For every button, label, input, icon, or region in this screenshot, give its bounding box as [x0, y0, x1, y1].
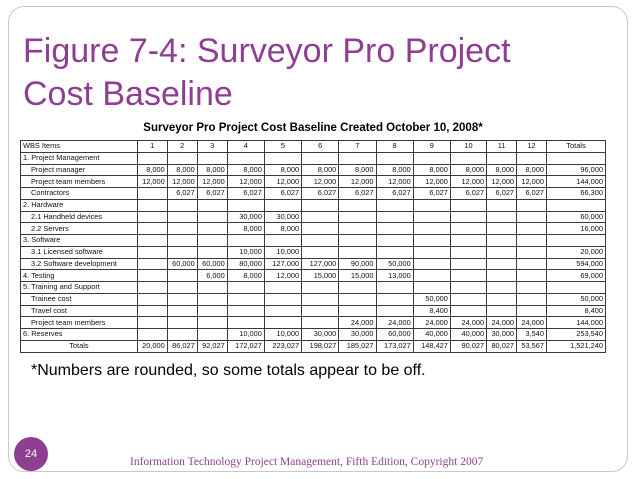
row-label: Contractors — [21, 188, 138, 200]
header-month-4: 4 — [227, 141, 264, 153]
row-label: 2. Hardware — [21, 199, 138, 211]
row-total-cell: 144,000 — [547, 317, 606, 329]
cost-cell — [487, 270, 517, 282]
cost-cell — [339, 282, 376, 294]
cost-cell — [487, 223, 517, 235]
cost-cell — [376, 293, 413, 305]
cost-cell — [413, 199, 450, 211]
cost-cell — [517, 199, 547, 211]
cost-cell — [413, 282, 450, 294]
cost-cell: 12,000 — [376, 176, 413, 188]
cost-cell: 6,000 — [197, 270, 227, 282]
cost-cell: 12,000 — [339, 176, 376, 188]
cost-cell: 30,000 — [264, 211, 301, 223]
cost-cell — [197, 317, 227, 329]
cost-cell — [302, 293, 339, 305]
cost-cell: 24,000 — [339, 317, 376, 329]
cost-cell: 6,027 — [227, 188, 264, 200]
row-total-cell: 60,000 — [547, 211, 606, 223]
cost-cell: 60,000 — [197, 258, 227, 270]
header-month-8: 8 — [376, 141, 413, 153]
table-body — [21, 152, 606, 352]
cost-cell — [137, 317, 167, 329]
header-wbs-items: WBS Items — [21, 141, 138, 153]
cost-cell — [137, 270, 167, 282]
cost-cell — [376, 152, 413, 164]
header-month-10: 10 — [450, 141, 486, 153]
cost-cell: 12,000 — [450, 176, 486, 188]
cost-cell: 15,000 — [339, 270, 376, 282]
cost-cell: 30,000 — [339, 329, 376, 341]
cost-cell: 12,000 — [197, 176, 227, 188]
cost-cell: 198,027 — [302, 340, 339, 352]
table-title: Surveyor Pro Project Cost Baseline Created October 10, 2008* — [143, 122, 483, 134]
row-total-cell: 8,400 — [547, 305, 606, 317]
cost-cell — [167, 223, 197, 235]
cost-cell — [487, 305, 517, 317]
cost-cell: 60,000 — [167, 258, 197, 270]
cost-cell — [264, 293, 301, 305]
cost-cell — [413, 258, 450, 270]
cost-cell — [487, 246, 517, 258]
cost-cell — [167, 152, 197, 164]
cost-cell — [197, 329, 227, 341]
cost-cell: 80,000 — [227, 258, 264, 270]
cost-cell — [487, 258, 517, 270]
table-row — [21, 164, 606, 176]
row-total-cell — [547, 235, 606, 247]
table-row — [21, 317, 606, 329]
row-label: 2.2 Servers — [21, 223, 138, 235]
cost-cell — [339, 223, 376, 235]
row-total-cell — [547, 199, 606, 211]
cost-cell — [197, 152, 227, 164]
row-label: 4. Testing — [21, 270, 138, 282]
cost-cell — [302, 223, 339, 235]
cost-cell — [137, 329, 167, 341]
footer-citation: Information Technology Project Management, Fifth Edition, Copyright 2007 — [130, 456, 484, 468]
cost-cell — [450, 235, 486, 247]
cost-cell: 24,000 — [413, 317, 450, 329]
cost-cell — [517, 293, 547, 305]
row-label: 6. Reserves — [21, 329, 138, 341]
cost-cell — [376, 211, 413, 223]
cost-cell — [376, 199, 413, 211]
cost-cell — [227, 293, 264, 305]
cost-cell — [137, 282, 167, 294]
cost-cell — [376, 282, 413, 294]
cost-cell: 8,000 — [413, 164, 450, 176]
row-label: 3.2 Software development — [21, 258, 138, 270]
header-month-11: 11 — [487, 141, 517, 153]
cost-cell: 6,027 — [487, 188, 517, 200]
table-row — [21, 176, 606, 188]
cost-cell — [197, 223, 227, 235]
cost-cell — [302, 246, 339, 258]
header-month-5: 5 — [264, 141, 301, 153]
slide-title — [23, 30, 583, 116]
cost-cell: 40,000 — [450, 329, 486, 341]
header-month-2: 2 — [167, 141, 197, 153]
cost-cell — [197, 211, 227, 223]
cost-cell — [167, 199, 197, 211]
table-row — [21, 270, 606, 282]
cost-cell — [302, 282, 339, 294]
cost-cell — [137, 211, 167, 223]
row-total-cell: 144,000 — [547, 176, 606, 188]
cost-cell — [450, 223, 486, 235]
cost-cell: 8,000 — [167, 164, 197, 176]
cost-cell — [487, 293, 517, 305]
cost-cell — [167, 246, 197, 258]
cost-cell: 24,000 — [450, 317, 486, 329]
cost-cell: 90,027 — [450, 340, 486, 352]
cost-cell — [487, 282, 517, 294]
cost-cell — [517, 258, 547, 270]
cost-cell: 223,027 — [264, 340, 301, 352]
header-totals: Totals — [547, 141, 606, 153]
cost-cell: 10,000 — [264, 246, 301, 258]
cost-cell — [137, 305, 167, 317]
cost-cell — [137, 152, 167, 164]
cost-cell — [487, 211, 517, 223]
cost-cell — [302, 211, 339, 223]
cost-cell — [302, 317, 339, 329]
cost-cell — [167, 329, 197, 341]
cost-cell — [339, 246, 376, 258]
table-row — [21, 235, 606, 247]
cost-cell — [517, 270, 547, 282]
cost-cell: 6,027 — [302, 188, 339, 200]
cost-cell: 8,000 — [302, 164, 339, 176]
row-label: 2.1 Handheld devices — [21, 211, 138, 223]
cost-cell — [197, 282, 227, 294]
cost-cell — [137, 293, 167, 305]
row-total-cell: 69,000 — [547, 270, 606, 282]
cost-cell — [302, 199, 339, 211]
cost-cell — [339, 211, 376, 223]
cost-cell — [487, 152, 517, 164]
row-label: 1. Project Management — [21, 152, 138, 164]
rounding-note: *Numbers are rounded, so some totals appear to be off. — [31, 362, 426, 379]
cost-cell — [339, 293, 376, 305]
cost-cell — [517, 305, 547, 317]
cost-cell: 8,000 — [487, 164, 517, 176]
cost-cell: 20,000 — [137, 340, 167, 352]
cost-cell: 8,000 — [197, 164, 227, 176]
cost-cell — [167, 305, 197, 317]
cost-cell — [227, 317, 264, 329]
cost-cell: 8,400 — [413, 305, 450, 317]
cost-cell — [487, 199, 517, 211]
table-row — [21, 246, 606, 258]
header-month-3: 3 — [197, 141, 227, 153]
cost-cell: 127,000 — [264, 258, 301, 270]
cost-cell — [376, 246, 413, 258]
cost-cell — [413, 223, 450, 235]
cost-cell: 80,027 — [487, 340, 517, 352]
cost-cell: 3,540 — [517, 329, 547, 341]
cost-cell — [413, 235, 450, 247]
table-row — [21, 305, 606, 317]
row-total-cell: 594,000 — [547, 258, 606, 270]
cost-cell — [264, 199, 301, 211]
cost-cell: 6,027 — [167, 188, 197, 200]
cost-cell: 10,000 — [227, 246, 264, 258]
cost-cell: 15,000 — [302, 270, 339, 282]
row-total-cell: 96,000 — [547, 164, 606, 176]
cost-cell — [167, 293, 197, 305]
cost-cell — [450, 305, 486, 317]
row-label: Project manager — [21, 164, 138, 176]
table-row — [21, 152, 606, 164]
table-row — [21, 329, 606, 341]
cost-cell: 8,000 — [264, 164, 301, 176]
cost-cell: 12,000 — [137, 176, 167, 188]
page-number-badge: 24 — [14, 437, 48, 471]
cost-cell — [137, 258, 167, 270]
cost-cell: 173,027 — [376, 340, 413, 352]
cost-cell — [137, 223, 167, 235]
cost-cell — [167, 317, 197, 329]
row-label: 3.1 Licensed software — [21, 246, 138, 258]
cost-cell — [197, 199, 227, 211]
cost-cell: 90,000 — [339, 258, 376, 270]
cost-cell — [413, 246, 450, 258]
cost-cell: 172,027 — [227, 340, 264, 352]
cost-cell — [450, 152, 486, 164]
cost-cell — [137, 246, 167, 258]
cost-cell: 12,000 — [227, 176, 264, 188]
cost-cell: 12,000 — [487, 176, 517, 188]
cost-cell — [517, 152, 547, 164]
cost-cell — [339, 235, 376, 247]
cost-cell — [450, 282, 486, 294]
row-total-cell: 253,540 — [547, 329, 606, 341]
cost-cell: 24,000 — [517, 317, 547, 329]
cost-cell — [264, 235, 301, 247]
cost-cell: 30,000 — [227, 211, 264, 223]
cost-cell — [339, 152, 376, 164]
cost-cell: 8,000 — [517, 164, 547, 176]
cost-cell: 6,027 — [197, 188, 227, 200]
cost-cell — [517, 223, 547, 235]
cost-cell: 8,000 — [137, 164, 167, 176]
cost-cell — [450, 293, 486, 305]
cost-cell: 50,000 — [413, 293, 450, 305]
cost-cell — [517, 246, 547, 258]
header-month-7: 7 — [339, 141, 376, 153]
cost-cell: 185,027 — [339, 340, 376, 352]
cost-cell — [137, 235, 167, 247]
cost-cell — [227, 305, 264, 317]
row-label: Totals — [21, 340, 138, 352]
cost-cell — [197, 235, 227, 247]
cost-cell — [413, 152, 450, 164]
table-row — [21, 258, 606, 270]
cost-cell — [487, 235, 517, 247]
table-header-row — [21, 141, 606, 153]
cost-cell: 30,000 — [487, 329, 517, 341]
cost-cell — [517, 282, 547, 294]
cost-cell: 86,027 — [167, 340, 197, 352]
row-label: 3. Software — [21, 235, 138, 247]
header-month-12: 12 — [517, 141, 547, 153]
cost-cell: 6,027 — [450, 188, 486, 200]
cost-cell: 10,000 — [264, 329, 301, 341]
cost-cell — [450, 211, 486, 223]
cost-cell — [376, 223, 413, 235]
row-label: Project team members — [21, 317, 138, 329]
table-row — [21, 188, 606, 200]
row-label: Project team members — [21, 176, 138, 188]
cost-cell — [264, 152, 301, 164]
cost-cell — [450, 246, 486, 258]
cost-cell: 148,427 — [413, 340, 450, 352]
cost-cell: 6,027 — [264, 188, 301, 200]
cost-cell — [167, 282, 197, 294]
cost-cell — [376, 305, 413, 317]
table-row — [21, 340, 606, 352]
cost-cell — [227, 235, 264, 247]
header-month-1: 1 — [137, 141, 167, 153]
row-total-cell: 66,300 — [547, 188, 606, 200]
cost-baseline-table — [20, 140, 606, 353]
cost-cell: 12,000 — [167, 176, 197, 188]
cost-cell: 8,000 — [376, 164, 413, 176]
cost-cell — [137, 199, 167, 211]
row-total-cell: 50,000 — [547, 293, 606, 305]
cost-cell: 60,000 — [376, 329, 413, 341]
cost-cell: 12,000 — [264, 176, 301, 188]
cost-cell: 6,027 — [413, 188, 450, 200]
cost-cell: 30,000 — [302, 329, 339, 341]
cost-cell: 50,000 — [376, 258, 413, 270]
cost-cell — [167, 235, 197, 247]
cost-cell — [450, 270, 486, 282]
cost-cell — [137, 188, 167, 200]
cost-cell: 8,000 — [227, 270, 264, 282]
cost-cell — [227, 282, 264, 294]
cost-cell — [197, 246, 227, 258]
cost-cell — [264, 305, 301, 317]
cost-cell: 12,000 — [302, 176, 339, 188]
cost-cell — [413, 211, 450, 223]
table-row — [21, 293, 606, 305]
cost-cell: 12,000 — [413, 176, 450, 188]
cost-cell — [376, 235, 413, 247]
cost-cell: 24,000 — [487, 317, 517, 329]
cost-cell — [517, 211, 547, 223]
cost-cell — [197, 293, 227, 305]
cost-cell — [264, 282, 301, 294]
row-total-cell — [547, 152, 606, 164]
cost-cell: 24,000 — [376, 317, 413, 329]
table-row — [21, 211, 606, 223]
header-month-6: 6 — [302, 141, 339, 153]
row-label: Trainee cost — [21, 293, 138, 305]
cost-cell — [227, 152, 264, 164]
row-total-cell — [547, 282, 606, 294]
cost-cell: 8,000 — [227, 223, 264, 235]
cost-cell: 8,000 — [339, 164, 376, 176]
cost-cell: 8,000 — [227, 164, 264, 176]
cost-cell: 6,027 — [376, 188, 413, 200]
cost-cell: 53,567 — [517, 340, 547, 352]
cost-cell: 40,000 — [413, 329, 450, 341]
row-label: Travel cost — [21, 305, 138, 317]
row-total-cell: 1,521,240 — [547, 340, 606, 352]
cost-cell: 6,027 — [517, 188, 547, 200]
cost-cell: 12,000 — [264, 270, 301, 282]
table-row — [21, 282, 606, 294]
cost-cell: 6,027 — [339, 188, 376, 200]
cost-cell — [264, 317, 301, 329]
cost-cell — [302, 235, 339, 247]
slide-title-line-2: Cost Baseline — [23, 75, 233, 113]
cost-cell — [167, 211, 197, 223]
table-row — [21, 199, 606, 211]
row-label: 5. Training and Support — [21, 282, 138, 294]
cost-cell — [339, 199, 376, 211]
cost-cell: 8,000 — [264, 223, 301, 235]
cost-cell — [227, 199, 264, 211]
cost-cell — [517, 235, 547, 247]
header-month-9: 9 — [413, 141, 450, 153]
cost-cell — [302, 152, 339, 164]
slide-title-line-1: Figure 7-4: Surveyor Pro Project — [23, 32, 511, 70]
cost-cell — [339, 305, 376, 317]
cost-cell — [167, 270, 197, 282]
cost-cell — [450, 258, 486, 270]
cost-cell — [413, 270, 450, 282]
cost-cell — [302, 305, 339, 317]
cost-cell: 12,000 — [517, 176, 547, 188]
cost-cell — [197, 305, 227, 317]
cost-cell: 92,027 — [197, 340, 227, 352]
table-row — [21, 223, 606, 235]
cost-cell: 13,000 — [376, 270, 413, 282]
cost-cell: 10,000 — [227, 329, 264, 341]
cost-cell: 8,000 — [450, 164, 486, 176]
cost-cell: 127,000 — [302, 258, 339, 270]
row-total-cell: 16,000 — [547, 223, 606, 235]
cost-cell — [450, 199, 486, 211]
row-total-cell: 20,000 — [547, 246, 606, 258]
